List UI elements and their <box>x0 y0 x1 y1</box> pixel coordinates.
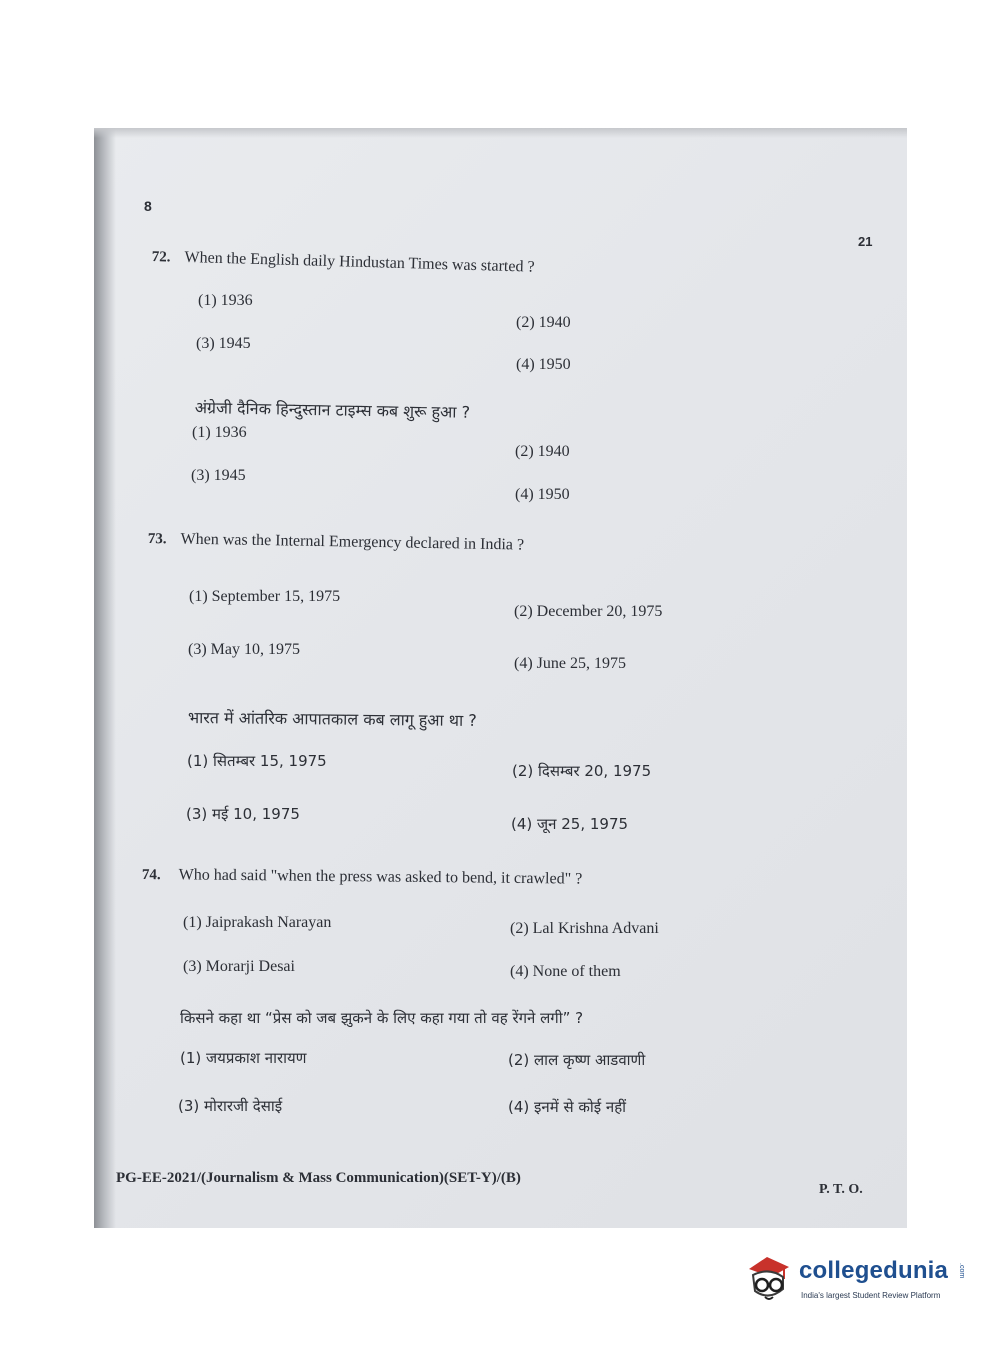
question-number: 74. <box>141 866 161 884</box>
option-2: (2) December 20, 1975 <box>514 603 663 620</box>
option-3: (3) 1945 <box>196 335 251 352</box>
hindi-option-1: (1) 1936 <box>192 424 247 441</box>
option-2: (2) Lal Krishna Advani <box>510 920 659 937</box>
hindi-option-3: (3) 1945 <box>191 467 246 484</box>
page-number-left: 8 <box>144 198 152 214</box>
hindi-option-4: (4) इनमें से कोई नहीं <box>508 1098 627 1116</box>
question-73 <box>148 530 525 555</box>
hindi-option-3: (3) मोरारजी देसाई <box>178 1097 283 1115</box>
option-4: (4) June 25, 1975 <box>514 655 626 672</box>
paper-code-footer: PG-EE-2021/(Journalism & Mass Communication)(SET-Y)/(B) <box>116 1170 521 1186</box>
question-74 <box>142 866 583 889</box>
question-text-english: Who had said "when the press was asked to bend, it crawled" ? <box>178 866 583 888</box>
exam-page-content <box>94 128 907 1228</box>
student-mascot-icon <box>743 1251 793 1307</box>
option-2: (2) 1940 <box>516 314 571 331</box>
hindi-option-4: (4) जून 25, 1975 <box>511 815 629 833</box>
option-4: (4) 1950 <box>516 356 571 373</box>
question-72 <box>151 248 534 277</box>
brand-tagline: India's largest Student Review Platform <box>801 1291 941 1300</box>
hindi-option-2: (2) लाल कृष्ण आडवाणी <box>508 1051 646 1069</box>
page-number-right: 21 <box>858 234 873 249</box>
brand-name: collegedunia <box>799 1257 949 1284</box>
question-number: 73. <box>147 530 167 548</box>
question-text-hindi: भारत में आंतरिक आपातकाल कब लागू हुआ था ? <box>187 707 477 731</box>
hindi-option-3: (3) मई 10, 1975 <box>186 805 300 823</box>
question-text-hindi: किसने कहा था “प्रेस को जब झुकने के लिए कहा गया तो वह रेंगने लगी” ? <box>180 1009 584 1027</box>
option-3: (3) Morarji Desai <box>183 958 295 975</box>
option-1: (1) 1936 <box>198 292 253 309</box>
collegedunia-watermark <box>741 1247 971 1317</box>
question-number: 72. <box>151 248 171 266</box>
hindi-option-1: (1) जयप्रकाश नारायण <box>180 1049 307 1067</box>
hindi-option-1: (1) सितम्बर 15, 1975 <box>187 752 327 770</box>
question-text-english: When the English daily Hindustan Times was started ? <box>184 248 535 276</box>
option-1: (1) Jaiprakash Narayan <box>183 914 332 931</box>
question-text-english: When was the Internal Emergency declared in India ? <box>180 530 525 554</box>
hindi-option-2: (2) 1940 <box>515 443 570 460</box>
option-1: (1) September 15, 1975 <box>189 588 341 605</box>
pto-label: P. T. O. <box>819 1182 863 1197</box>
hindi-option-2: (2) दिसम्बर 20, 1975 <box>512 762 652 780</box>
brand-suffix: .com <box>958 1263 965 1279</box>
option-3: (3) May 10, 1975 <box>188 641 300 658</box>
hindi-option-4: (4) 1950 <box>515 486 570 503</box>
question-text-hindi: अंग्रेजी दैनिक हिन्दुस्तान टाइम्स कब शुरू हुआ ? <box>194 397 471 422</box>
option-4: (4) None of them <box>510 963 621 980</box>
exam-page-photo <box>94 128 907 1228</box>
